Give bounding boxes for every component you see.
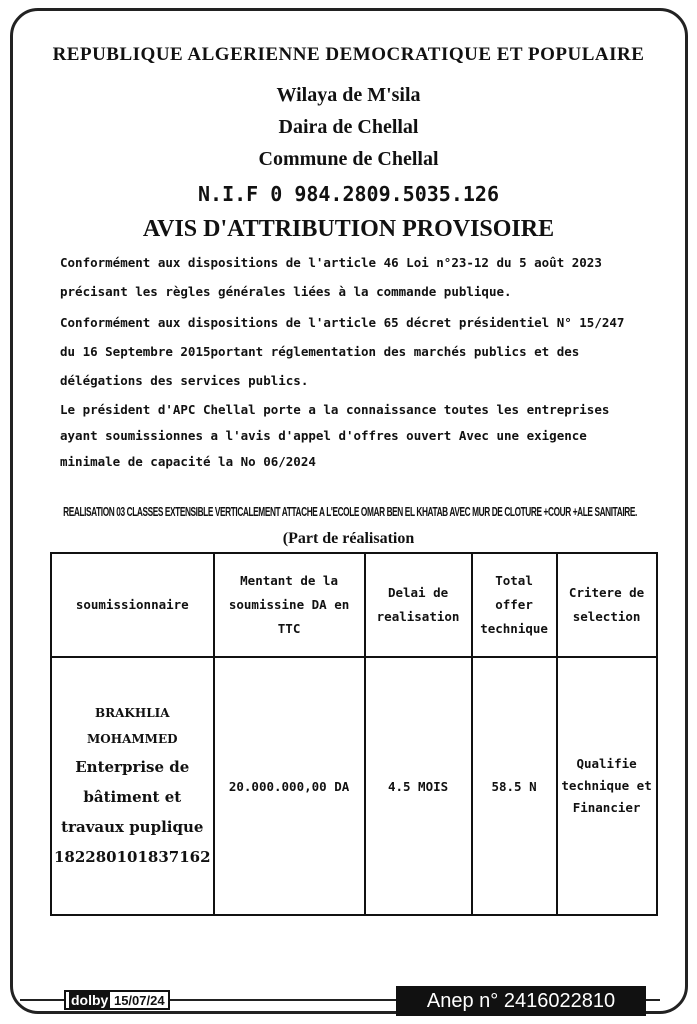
- table-header-row: [51, 553, 657, 657]
- table-row: [51, 657, 657, 915]
- header-bidder: soumissionnaire: [51, 553, 214, 657]
- bidder-id: 182280101837162: [54, 848, 211, 866]
- header-amount: Mentant de la soumissine DA en TTC: [214, 553, 365, 657]
- bidder-cell: [51, 657, 214, 915]
- project-subject: REALISATION 03 CLASSES EXTENSIBLE VERTICALEMENT ATTACHE A L'ECOLE OMAR BEN EL KHATAB AVEC MUR DE CLOTURE +COUR +ALE SANITAIRE.: [63, 503, 637, 519]
- anep-number: Anep n° 2416022810: [396, 986, 646, 1016]
- text-line: précisant les règles générales liées à la commande publique.: [60, 284, 512, 299]
- publisher-logo: dolby: [71, 992, 109, 1008]
- technical-score-cell: 58.5 N: [472, 657, 557, 915]
- part-label: (Part de réalisation: [282, 530, 415, 547]
- commune-heading: Commune de Chellal: [258, 148, 439, 170]
- wilaya-heading: Wilaya de M'sila: [276, 84, 421, 106]
- paragraph-decree: [60, 313, 660, 400]
- attribution-table: [50, 552, 658, 916]
- text-line: délégations des services publics.: [60, 373, 309, 388]
- paragraph-law: [60, 253, 660, 311]
- header-criteria: Critere de selection: [557, 553, 657, 657]
- criteria-cell: Qualifie technique et Financier: [557, 657, 657, 915]
- text-line: Conformément aux dispositions de l'article 65 décret présidentiel N° 15/247: [60, 315, 625, 330]
- daira-heading: Daira de Chellal: [278, 116, 419, 138]
- bidder-name: BRAKHLIA MOHAMMED: [87, 706, 178, 746]
- text-line: Conformément aux dispositions de l'article 46 Loi n°23-12 du 5 août 2023: [60, 255, 602, 270]
- notice-title: AVIS D'ATTRIBUTION PROVISOIRE: [142, 216, 555, 242]
- republic-heading: REPUBLIQUE ALGERIENNE DEMOCRATIQUE ET POPULAIRE: [52, 44, 645, 65]
- text-line: minimale de capacité la No 06/2024: [60, 454, 316, 469]
- amount-cell: 20.000.000,00 DA: [214, 657, 365, 915]
- paragraph-announcement: [60, 400, 660, 478]
- publisher-stamp: [64, 990, 170, 1010]
- stamp-date: 15/07/24: [113, 993, 165, 1008]
- nif-number: N.I.F 0 984.2809.5035.126: [197, 182, 500, 206]
- header-delay: Delai de realisation: [365, 553, 472, 657]
- header-technical-score: Total offer technique: [472, 553, 557, 657]
- text-line: du 16 Septembre 2015portant réglementation des marchés publics et des: [60, 344, 580, 359]
- text-line: ayant soumissionnes a l'avis d'appel d'offres ouvert Avec une exigence: [60, 428, 587, 443]
- text-line: Le président d'APC Chellal porte a la connaissance toutes les entreprises: [60, 402, 610, 417]
- bidder-company: Enterprise de bâtiment et travaux puplique: [61, 758, 204, 836]
- delay-cell: 4.5 MOIS: [365, 657, 472, 915]
